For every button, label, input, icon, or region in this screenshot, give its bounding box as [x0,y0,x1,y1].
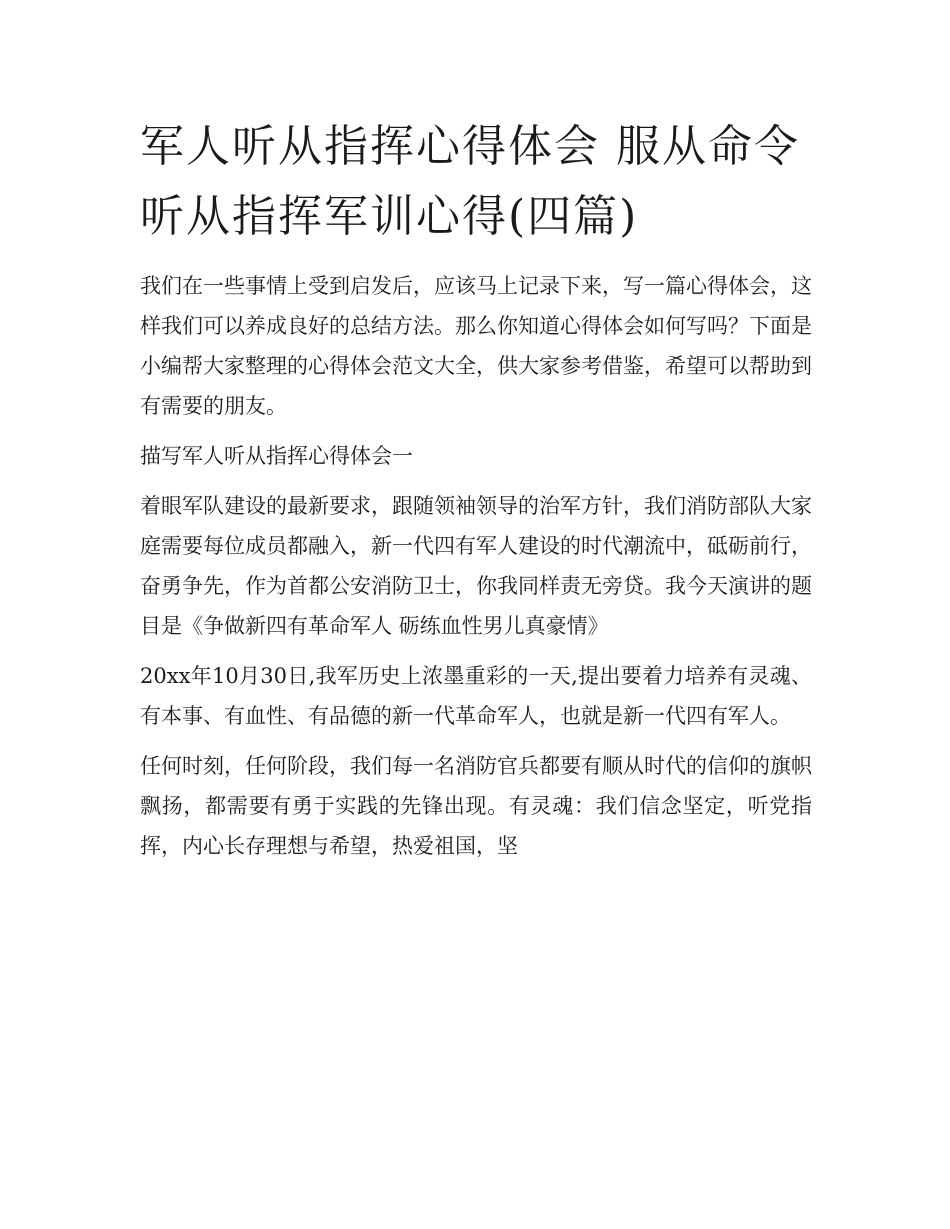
body-paragraph: 着眼军队建设的最新要求，跟随领袖领导的治军方针，我们消防部队大家庭需要每位成员都融入，新一代四有军人建设的时代潮流中，砥砺前行，奋勇争先，作为首都公安消防卫士，你我同样责无旁贷。我今天演讲的题目是《争做新四有革命军人 砺练血性男儿真豪情》 [140,494,812,638]
body-paragraph: 20xx年10月30日,我军历史上浓墨重彩的一天,提出要着力培养有灵魂、有本事、有血性、有品德的新一代革命军人，也就是新一代四有军人。 [140,664,812,728]
body-paragraph: 任何时刻，任何阶段，我们每一名消防官兵都要有顺从时代的信仰的旗帜飘扬，都需要有勇于实践的先锋出现。有灵魂：我们信念坚定，听党指挥，内心长存理想与希望，热爱祖国，坚 [140,754,812,858]
intro-paragraph: 我们在一些事情上受到启发后，应该马上记录下来，写一篇心得体会，这样我们可以养成良好的总结方法。那么你知道心得体会如何写吗？下面是小编帮大家整理的心得体会范文大全，供大家参考借鉴，希望可以帮助到有需要的朋友。 [140,274,812,418]
document-page [140,112,812,866]
section-heading: 描写军人听从指挥心得体会一 [140,444,413,468]
document-title: 军人听从指挥心得体会 服从命令听从指挥军训心得(四篇) [140,121,800,242]
